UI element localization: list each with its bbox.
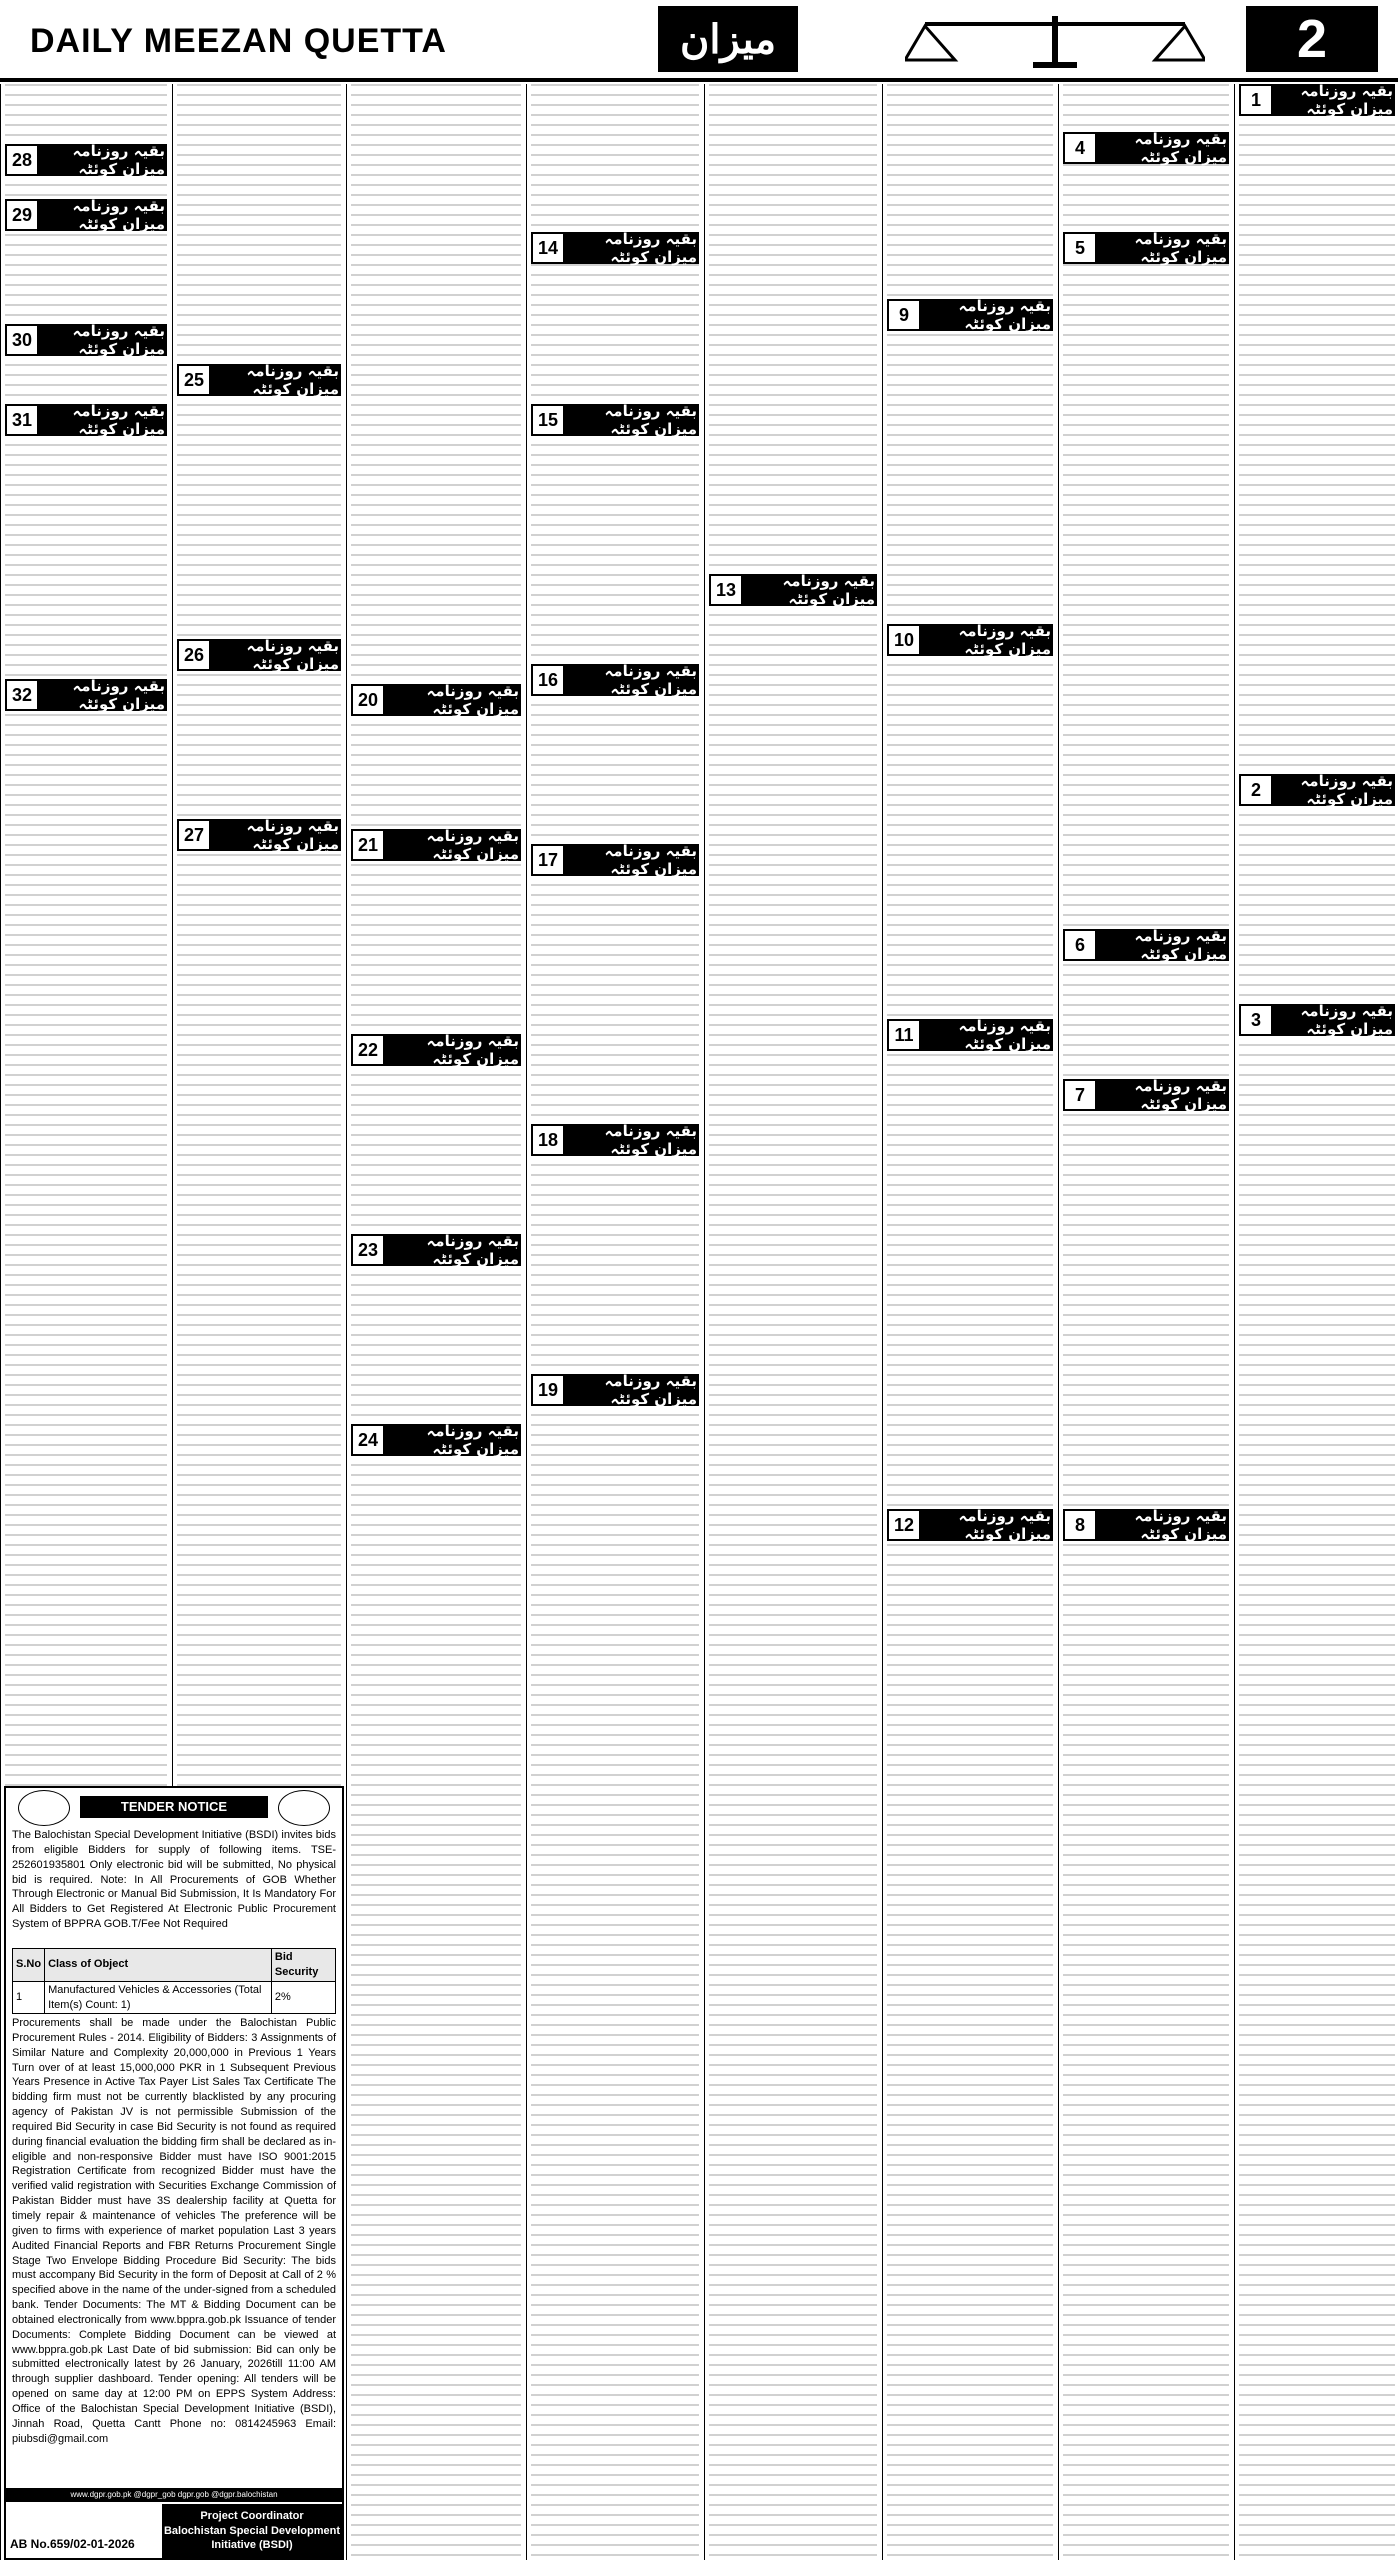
section-number: 26	[179, 641, 211, 669]
coordinator-org: Balochistan Special Development Initiative (BSDI)	[163, 2524, 341, 2552]
section-heading-5	[1063, 232, 1229, 264]
section-heading-17	[531, 844, 699, 876]
text-block	[1063, 84, 1229, 2560]
section-heading-13	[709, 574, 877, 606]
section-heading-21	[351, 829, 521, 861]
news-column-3	[882, 84, 1057, 2560]
section-heading-22	[351, 1034, 521, 1066]
section-number: 11	[889, 1021, 921, 1049]
section-title: بقیہ روزنامہ میزان کوئٹہ	[565, 406, 697, 434]
section-title: بقیہ روزنامہ میزان کوئٹہ	[39, 681, 165, 709]
section-title: بقیہ روزنامہ میزان کوئٹہ	[921, 1021, 1051, 1049]
scales-of-justice-icon	[905, 14, 1205, 70]
section-heading-20	[351, 684, 521, 716]
section-number: 5	[1065, 234, 1097, 262]
section-heading-3	[1239, 1004, 1395, 1036]
section-number: 8	[1065, 1511, 1097, 1539]
section-number: 14	[533, 234, 565, 262]
section-title: بقیہ روزنامہ میزان کوئٹہ	[1273, 1006, 1393, 1034]
section-number: 31	[7, 406, 39, 434]
section-number: 16	[533, 666, 565, 694]
section-heading-15	[531, 404, 699, 436]
table-row	[13, 1981, 336, 2014]
masthead	[0, 0, 1398, 82]
paper-name: DAILY MEEZAN QUETTA	[30, 22, 447, 60]
section-number: 19	[533, 1376, 565, 1404]
section-heading-30	[5, 324, 167, 356]
section-number: 12	[889, 1511, 921, 1539]
section-heading-25	[177, 364, 341, 396]
section-heading-8	[1063, 1509, 1229, 1541]
section-title: بقیہ روزنامہ میزان کوئٹہ	[743, 576, 875, 604]
section-heading-12	[887, 1509, 1053, 1541]
section-number: 23	[353, 1236, 385, 1264]
text-block	[887, 84, 1053, 2560]
section-title: بقیہ روزنامہ میزان کوئٹہ	[39, 201, 165, 229]
page-number: 2	[1246, 6, 1378, 72]
tender-intro: The Balochistan Special Development Initiative (BSDI) invites bids from eligible Bidders for supply of following items. TSE-252601935801 Only electronic bid will be submitted, No physical bid is required. Note: In All Procurements of GOB Whether Through Electronic or Manual Bid Submission, It Is Mandatory For All Bidders to Get Registered At Electronic Public Procurement System of BPPRA GOB.T/Fee Not Required	[12, 1829, 336, 1931]
section-title: بقیہ روزنامہ میزان کوئٹہ	[1097, 1511, 1227, 1539]
section-title: بقیہ روزنامہ میزان کوئٹہ	[1273, 776, 1393, 804]
section-heading-31	[5, 404, 167, 436]
section-title: بقیہ روزنامہ میزان کوئٹہ	[565, 1376, 697, 1404]
section-title: بقیہ روزنامہ میزان کوئٹہ	[385, 1236, 519, 1264]
table-header: S.No	[13, 1949, 45, 1982]
section-title: بقیہ روزنامہ میزان کوئٹہ	[921, 626, 1051, 654]
section-heading-10	[887, 624, 1053, 656]
section-heading-26	[177, 639, 341, 671]
section-number: 4	[1065, 134, 1097, 162]
tender-body: Procurements shall be made under the Balochistan Public Procurement Rules - 2014. Eligibility of Bidders: 3 Assignments of Similar Nature and Complexity 20,000,000 in Previous 1 Years Turn over of at least 15,000,000 PKR in 1 Subsequent Previous Years Presence in Active Tax Payer List Sales Tax Certificate The bidding firm must not be currently blacklisted by any procuring agency of Pakistan JV is not permissible Submission of the required Bid Security in case Bid Security is not found as required during financial evaluation the bidding firm shall be declared as in-eligible and non-responsive Bidder must have ISO 9001:2015 Registration Certificate from recognized Bidder must have the verified valid registration with Securities Exchange Commission of Pakistan Bidder must have 3S dealership facility at Quetta for timely repair & maintenance of vehicles The preference will be given to firms with experience of market population Last 3 years Audited Financial Reports and FBR Returns Procurement Single Stage Two Envelope Bidding Procedure Bid Security: The bids must accompany Bid Security in the form of Deposit at Call of 2 % specified above in the name of the under-signed from a scheduled bank. Tender Documents: The MT & Bidding Document can be obtained electronically from www.bppra.gob.pk Issuance of tender Documents: Complete Bidding Document can be viewed at www.bppra.gob.pk Last Date of bid submission: Bid can only be submitted electronically latest by 26 January, 2026till 11:00 AM through supplier dashboard. Tender opening: All tenders will be opened on same day at 12:00 PM on EPPS System Address: Office of the Balochistan Special Development Initiative (BSDI), Jinnah Road, Quetta Cantt Phone no: 0814245963 Email: piubsdi@gmail.com	[12, 2017, 336, 2445]
text-block	[709, 84, 877, 2560]
section-heading-9	[887, 299, 1053, 331]
section-heading-19	[531, 1374, 699, 1406]
section-title: بقیہ روزنامہ میزان کوئٹہ	[921, 301, 1051, 329]
section-number: 27	[179, 821, 211, 849]
section-number: 1	[1241, 86, 1273, 114]
section-heading-24	[351, 1424, 521, 1456]
section-title: بقیہ روزنامہ میزان کوئٹہ	[385, 1426, 519, 1454]
section-title: بقیہ روزنامہ میزان کوئٹہ	[385, 1036, 519, 1064]
section-heading-7	[1063, 1079, 1229, 1111]
section-title: بقیہ روزنامہ میزان کوئٹہ	[39, 146, 165, 174]
section-number: 32	[7, 681, 39, 709]
section-title: بقیہ روزنامہ میزان کوئٹہ	[565, 1126, 697, 1154]
section-heading-1	[1239, 84, 1395, 116]
section-title: بقیہ روزنامہ میزان کوئٹہ	[1273, 86, 1393, 114]
section-title: بقیہ روزنامہ میزان کوئٹہ	[385, 686, 519, 714]
section-heading-6	[1063, 929, 1229, 961]
section-title: بقیہ روزنامہ میزان کوئٹہ	[211, 821, 339, 849]
section-number: 30	[7, 326, 39, 354]
section-number: 15	[533, 406, 565, 434]
section-number: 9	[889, 301, 921, 329]
news-column-4	[704, 84, 881, 2560]
section-title: بقیہ روزنامہ میزان کوئٹہ	[1097, 234, 1227, 262]
section-title: بقیہ روزنامہ میزان کوئٹہ	[565, 234, 697, 262]
section-number: 25	[179, 366, 211, 394]
section-heading-32	[5, 679, 167, 711]
section-title: بقیہ روزنامہ میزان کوئٹہ	[565, 666, 697, 694]
table-cell: 1	[13, 1981, 45, 2014]
section-title: بقیہ روزنامہ میزان کوئٹہ	[1097, 134, 1227, 162]
section-title: بقیہ روزنامہ میزان کوئٹہ	[565, 846, 697, 874]
table-header: Class of Object	[45, 1949, 272, 1982]
section-number: 3	[1241, 1006, 1273, 1034]
section-heading-14	[531, 232, 699, 264]
section-heading-27	[177, 819, 341, 851]
section-number: 28	[7, 146, 39, 174]
section-heading-28	[5, 144, 167, 176]
table-header: Bid Security	[271, 1949, 335, 1982]
tender-footer	[6, 2502, 342, 2558]
section-number: 17	[533, 846, 565, 874]
section-title: بقیہ روزنامہ میزان کوئٹہ	[39, 406, 165, 434]
section-number: 10	[889, 626, 921, 654]
text-block	[531, 84, 699, 2560]
section-heading-29	[5, 199, 167, 231]
news-column-5	[526, 84, 703, 2560]
section-heading-4	[1063, 132, 1229, 164]
table-cell: Manufactured Vehicles & Accessories (Total Item(s) Count: 1)	[45, 1981, 272, 2014]
section-title: بقیہ روزنامہ میزان کوئٹہ	[1097, 931, 1227, 959]
section-number: 2	[1241, 776, 1273, 804]
news-column-2	[1058, 84, 1233, 2560]
section-heading-18	[531, 1124, 699, 1156]
section-heading-2	[1239, 774, 1395, 806]
text-block	[351, 84, 521, 2560]
text-block	[1239, 84, 1395, 2560]
section-heading-16	[531, 664, 699, 696]
section-number: 22	[353, 1036, 385, 1064]
section-number: 20	[353, 686, 385, 714]
section-number: 6	[1065, 931, 1097, 959]
tender-table	[12, 1948, 336, 2014]
section-title: بقیہ روزنامہ میزان کوئٹہ	[39, 326, 165, 354]
section-number: 21	[353, 831, 385, 859]
contacts-strip: www.dgpr.gob.pk @dgpr_gob dgpr.gob @dgpr.balochistan	[6, 2488, 342, 2502]
tender-title: TENDER NOTICE	[80, 1796, 268, 1818]
coordinator-title: Project Coordinator	[200, 2509, 304, 2522]
section-title: بقیہ روزنامہ میزان کوئٹہ	[1097, 1081, 1227, 1109]
section-title: بقیہ روزنامہ میزان کوئٹہ	[921, 1511, 1051, 1539]
section-heading-11	[887, 1019, 1053, 1051]
table-cell: 2%	[271, 1981, 335, 2014]
section-number: 7	[1065, 1081, 1097, 1109]
section-number: 13	[711, 576, 743, 604]
news-column-1	[1234, 84, 1398, 2560]
section-number: 24	[353, 1426, 385, 1454]
tender-notice	[4, 1786, 344, 2560]
government-emblem-icon	[18, 1790, 70, 1826]
ab-number: AB No.659/02-01-2026	[10, 2536, 135, 2551]
bsdi-emblem-icon	[278, 1790, 330, 1826]
section-title: بقیہ روزنامہ میزان کوئٹہ	[211, 366, 339, 394]
news-column-6	[346, 84, 525, 2560]
newspaper-logo: میزان	[658, 6, 798, 72]
section-number: 18	[533, 1126, 565, 1154]
project-coordinator	[162, 2504, 342, 2558]
section-number: 29	[7, 201, 39, 229]
section-heading-23	[351, 1234, 521, 1266]
section-title: بقیہ روزنامہ میزان کوئٹہ	[385, 831, 519, 859]
section-title: بقیہ روزنامہ میزان کوئٹہ	[211, 641, 339, 669]
